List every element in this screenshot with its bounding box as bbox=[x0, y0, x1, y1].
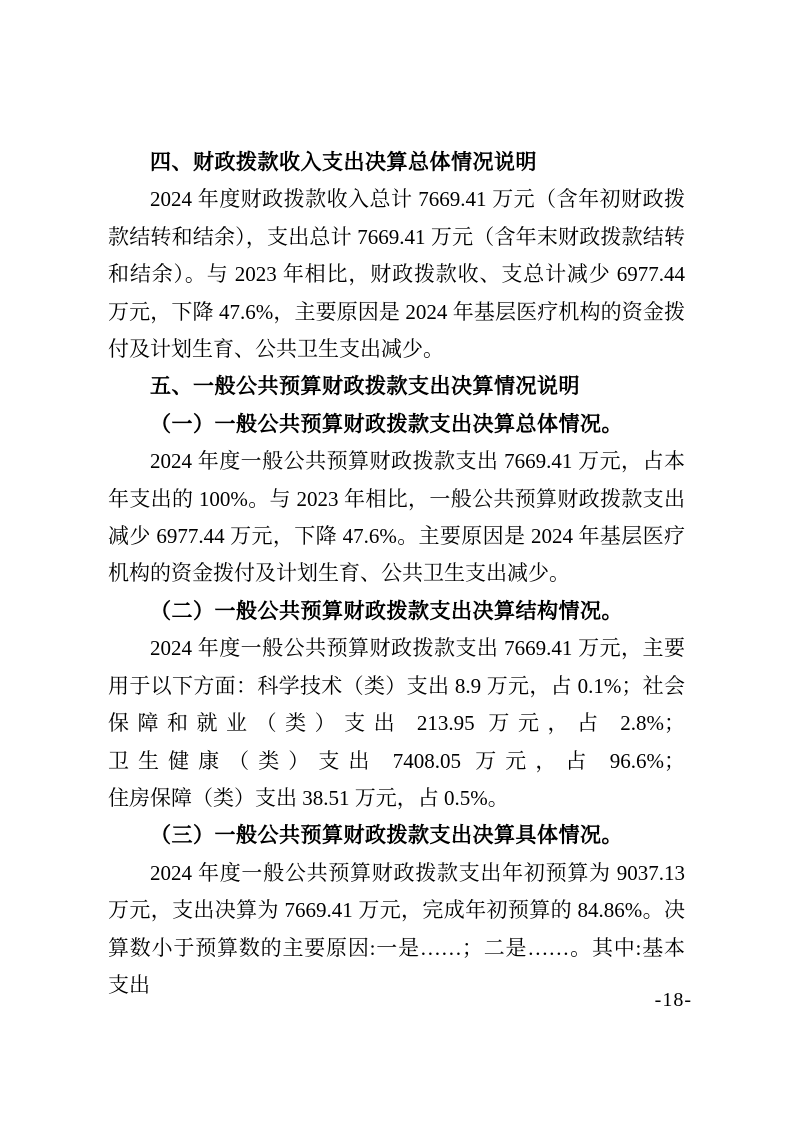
category-housing-security: 住房保障（类） bbox=[108, 785, 255, 810]
category-social-security-employment-value: 支出 213.95 万元，占 2.8%； bbox=[344, 711, 685, 736]
page-number: -18- bbox=[654, 989, 692, 1011]
expenditure-intro-text: 2024 年度一般公共预算财政拨款支出 7669.41 万元，主要用于以下方面： bbox=[108, 636, 685, 698]
category-science-technology: 科学技术（类） bbox=[257, 673, 407, 698]
subsection2-paragraph bbox=[108, 630, 685, 817]
section4-heading: 四、财政拨款收入支出决算总体情况说明 bbox=[150, 151, 537, 174]
section5-heading: 五、一般公共预算财政拨款支出决算情况说明 bbox=[150, 375, 580, 399]
subsection3-paragraph: 2024 年度一般公共预算财政拨款支出年初预算为 9037.13 万元，支出决算为 7669.41 万元，完成年初预算的 84.86%。决算数小于预算数的主要原因:一是……；二是……。其中:基本支出 bbox=[108, 860, 685, 997]
section4-paragraph: 2024 年度财政拨款收入总计 7669.41 万元（含年初财政拨款结转和结余），支出总计 7669.41 万元（含年末财政拨款结转和结余）。与 2023 年相比，财政拨款收、支总计减少 6977.44 万元，下降 47.6%，主要原因是 2024 年基层医疗机构的资金拨付及计划生育、公共卫生支出减少。 bbox=[108, 187, 685, 362]
subsection1-paragraph: 2024 年度一般公共预算财政拨款支出 7669.41 万元，占本年支出的 100%。与 2023 年相比，一般公共预算财政拨款支出减少 6977.44 万元，下降 47.6%。主要原因是 2024 年基层医疗机构的资金拨付及计划生育、公共卫生支出减少。 bbox=[108, 449, 685, 586]
category-housing-security-value: 支出 38.51 万元，占 0.5%。 bbox=[255, 785, 509, 810]
subsection1-heading: （一）一般公共预算财政拨款支出决算总体情况。 bbox=[150, 411, 623, 436]
category-science-technology-value: 支出 8.9 万元，占 0.1%； bbox=[406, 673, 643, 698]
category-social-security-employment: 社会保障和就业（类） bbox=[108, 673, 686, 736]
category-health: 卫生健康（类） bbox=[108, 748, 319, 773]
subsection3-heading: （三）一般公共预算财政拨款支出决算具体情况。 bbox=[150, 823, 623, 848]
subsection2-heading: （二）一般公共预算财政拨款支出决算结构情况。 bbox=[150, 598, 623, 623]
category-health-value: 支出 7408.05 万元，占 96.6%； bbox=[318, 748, 685, 773]
